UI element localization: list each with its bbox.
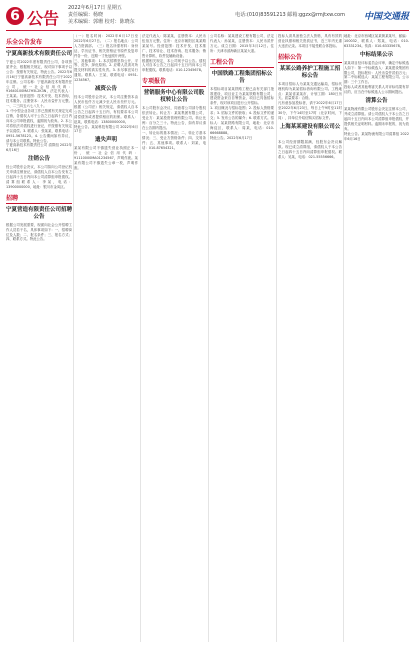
section-heading: 工程公告 (210, 57, 274, 68)
notice-body: 三、其他事项：1. 本次招聘坚持公开、平等、竞争、择优原则。2. 应聘人员须对所提交材料的真实性负责。3. 未尽事宜另行通知。联系人：王某，联系电话：0951-1234567。 (74, 58, 138, 83)
notice-title: 营销服务中心有限公司股权转让公告 (143, 90, 205, 104)
column-1 (6, 34, 72, 642)
notice-body: 经公司股东会决议，本公司拟向公司登记机关申请注销登记，请债权人自本公告发布之日起四十五日内向本公司清算组申报债权。清算组联系人：李某，电话：13900000000，地址：银川市金凤区。 (6, 165, 72, 189)
notice-title: 宁夏营造有限责任公司招聘公告 (6, 206, 72, 220)
column-2 (74, 34, 138, 642)
column-4 (210, 34, 274, 642)
issue-info (68, 5, 135, 26)
column-divider (276, 34, 277, 642)
column-5 (278, 34, 342, 642)
contact-line: 电话:(010)83591213 邮箱:ggzx@rmjtxw.com (235, 12, 345, 18)
notice-title: 清算公告 (365, 98, 388, 105)
notice-body: 法定代表人：陈某某，注册资本：人民币伍佰万元整。住所：北京市朝阳区某某路某某号。经营范围：技术开发、技术推广、技术转让、技术咨询、技术服务；销售计算机、软件及辅助设备。 (142, 34, 206, 58)
notice-body: 某某物流有限公司股东会决定注销本公司，并成立清算组。请公司债权人于本公告之日起四十五日内向本公司清算组申报债权，并提供相关证明材料。逾期未申报的，视为放弃。 (344, 107, 409, 131)
notice-title: 注销公告 (27, 156, 50, 163)
column-divider (140, 34, 141, 642)
section-heading: 招聘 (6, 193, 72, 204)
notice-body: 特此公告。某某科技有限公司 2022年6月17日 (74, 124, 138, 134)
section-heading: 招标公告 (278, 52, 342, 63)
notice-body: 根据相关规定，本公司现予以公告。债权人可自本公告之日起四十五日内向本公司申报债权。联系电话：010-12345678。 (142, 58, 206, 73)
notice-body: （一）报名时间：2022年6月17日至2022年6月27日。（二）报名地点：公司人力资源部。（三）报名所需材料：身份证、学历证书、相关资格证书原件及复印件各一份，近期一寸免冠照片两张。 (74, 34, 138, 58)
notice-body: 宁夏高新技术有限责任公司 清算组 2022年6月16日 (6, 143, 72, 153)
header-rule (6, 30, 409, 31)
notice-body: 本公司经营期限届满，经股东会决议解散。现已成立清算组，请债权人于本公告之日起四十五日内向清算组申报债权。联系人：吴某，电话：021-55556666。 (278, 139, 342, 159)
notice-title: 宁夏高新技术有限责任公司 (6, 51, 72, 57)
notice-body: 某某项目经评标委员会评审，确定中标候选人如下：第一中标候选人：某某建设集团有限公司，投标报价：人民币壹仟贰佰万元；第二中标候选人：某某工程有限公司。公示期：三个工作日。 (344, 60, 409, 85)
notice-title: 中标结果公示 (359, 51, 393, 58)
issue-date: 2022年6月17日 星期五 (68, 5, 122, 11)
notice-body: 1. 项目概况与招标范围；2. 投标人资格要求；3. 招标文件的获取；4. 投标文件的递交；5. 发布公告的媒介；6. 联系方式。招标人：某某铁路有限公司，地址：北京市海淀区，联系人：周某，电话：010-66668888。 (210, 106, 274, 135)
notice-title: 减资公告 (94, 86, 117, 93)
notice-body: 凡有意参加投标者，请于2022年6月17日至2022年6月23日，每日上午9时至11时30分，下午14时至17时（北京时间，下同），持单位介绍信购买招标文件。 (278, 101, 342, 121)
column-3 (142, 34, 206, 642)
section-heading: 乐全公告发布 (6, 37, 72, 48)
notice-title: 中国铁路工程集团招标公告 (211, 70, 273, 84)
notice-body: 公司名称：某某建设工程有限公司，法定代表人：孙某某，注册资本：人民币贰仟万元。成立日期：2015年3月12日。住所：天津市滨海新区某某大道。 (210, 34, 274, 53)
newspaper-logo: 中国交通报 (363, 12, 409, 22)
notice-body: 特此公告。2022年6月17日 (210, 135, 253, 140)
notice-body: 特此公告。某某物流有限公司清算组 2022年6月16日 (344, 131, 409, 141)
notice-body: 投标人或者其他利害关系人对评标结果有异议的，应当在中标候选人公示期间提出。 (344, 85, 409, 95)
notice-body: 根据公司发展需要，现面向社会公开招聘工作人员若干名，具体事项如下：一、招聘岗位及人数；二、报名条件；三、报名方式；四、联系方式。特此公告。 (6, 222, 72, 242)
column-6 (344, 34, 409, 642)
notice-body: 经本公司股东会决议，本公司注册资本由人民币伍仟万元减少至人民币叁仟万元。根据《公司法》相关规定，请债权人自本公告之日起四十五日内，有权要求本公司清偿债务或者提供相应的担保。联系人：赵某，联系电话：13800000000。 (74, 95, 138, 124)
notice-body: 宁夏公司2022年度有限责任公司，各项资质齐全，根据相关规定，现对如下事项予以公告：按照有关规定，特此公告。2022年6月16日宁夏高新技术有限责任公司于2022年注销。公司名称：宁夏高新技术有限责任公司，统一社会信用代码：91640100MA7H5L2K3N，法定代表人：王某某。经营范围：技术开发、技术咨询、技术服务。注册资本：人民币壹仟万元整。一、二三四五六七八九十。 (6, 60, 72, 109)
notice-body: 投标人须具备独立法人资格，具有有效的营业执照和相关资质证书，近三年内无重大违法记录。本项目不接受联合体投标。 (278, 34, 342, 48)
notice-title: 上海某某建设有限公司公告 (279, 123, 341, 137)
section-title: 公告 (27, 9, 60, 28)
notice-title: 遗失声明 (94, 137, 117, 144)
editor-line: 责任编辑：杨晓 (68, 12, 104, 18)
notice-body: 一、转让标的基本情况；二、转让方基本情况；三、受让方资格条件；四、交易条件；五、其他事项。联系人：刘某，电话：010-87654321。 (142, 130, 206, 150)
page-header (0, 0, 415, 32)
designer-line: 美术编辑：郭珊 校对：陈晓东 (68, 19, 135, 25)
notice-body: 本项目招标人为某某交通运输局，招标代理机构为某某招标咨询有限公司。工程地点：某某省某某市，计划工期：180日历天。质量要求：合格。 (278, 81, 342, 101)
notice-body: 地址：北京市西城区某某街某某号，邮编：100032，联系人：郑某，电话：010-63331234。传真：010-63335678。 (344, 34, 409, 48)
section-heading: 专项报告 (142, 76, 206, 87)
notice-body: 本公司股东会决议，同意将公司部分股权依法转让。转让方：某某集团有限公司，受让方：某某投资管理有限公司。转让比例：百分之三十。特此公告，如有异议请在公告期内提出。 (142, 106, 206, 130)
column-divider (208, 34, 209, 642)
page-number: 6 (6, 7, 24, 25)
notice-body: 某某有限公司不慎遗失营业执照正本一份，统一社会信用代码：91110000MA01234567，声明作废。某某有限公司不慎遗失公章一枚，声明作废。 (74, 146, 138, 170)
notice-body: 本招标项目某某铁路工程已由有关部门批准建设，项目业主为某某铁路有限公司，建设资金来自自筹资金，项目已具备招标条件，现对该项目进行公开招标。 (210, 86, 274, 106)
notice-body: 1. 中小型企业各项工作已按照有关规定完成注销，各债权人可于公告之日起四十五日内向本公司申报债权，逾期视为放弃。2. 本公司将依法对债权进行登记，并按照有关规定予以清偿。3. 联系人：张某某，联系电话：0951-5678123。4. 公告期间如有异议，请与本公司联系。特此公告。 (6, 109, 72, 143)
notice-title: 某某公路养护工程施工招标公告 (279, 65, 341, 79)
